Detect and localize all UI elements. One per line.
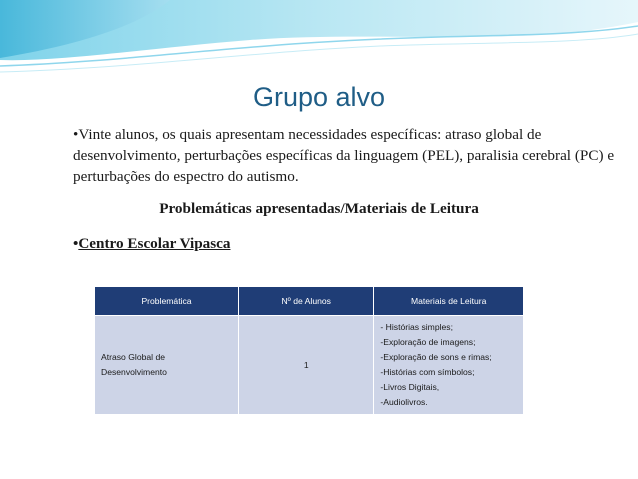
material-item: -Exploração de imagens; [380, 337, 476, 347]
materials-table [94, 286, 524, 415]
section-subheading: Problemáticas apresentadas/Materiais de Leitura [159, 200, 479, 217]
column-header: Materiais de Leitura [374, 287, 524, 316]
material-item: -Histórias com símbolos; [380, 367, 475, 377]
material-item: -Exploração de sons e rimas; [380, 352, 492, 362]
intro-paragraph [73, 124, 621, 187]
intro-text: Vinte alunos, os quais apresentam necessidades específicas: atraso global de desenvolvimento, perturbações específicas da linguagem (PEL), paralisia cerebral (PC) e perturbações do espectro do autismo. [73, 126, 615, 185]
bullet-icon: • [73, 126, 79, 143]
decorative-wave-banner [0, 0, 638, 90]
column-header: Nº de Alunos [239, 287, 374, 316]
school-name: Centro Escolar Vipasca [78, 235, 231, 252]
students-cell: 1 [239, 316, 374, 415]
table-header-row [95, 287, 524, 316]
materials-cell [374, 316, 524, 415]
material-item: - Histórias simples; [380, 322, 453, 332]
problem-cell: Atraso Global de Desenvolvimento [95, 316, 239, 415]
material-item: -Audiolivros. [380, 397, 428, 407]
table-row [95, 316, 524, 415]
column-header: Problemática [95, 287, 239, 316]
material-item: -Livros Digitais, [380, 382, 440, 392]
bullet-icon: • [73, 235, 79, 252]
school-heading [73, 235, 230, 253]
slide-title: Grupo alvo [252, 82, 386, 112]
